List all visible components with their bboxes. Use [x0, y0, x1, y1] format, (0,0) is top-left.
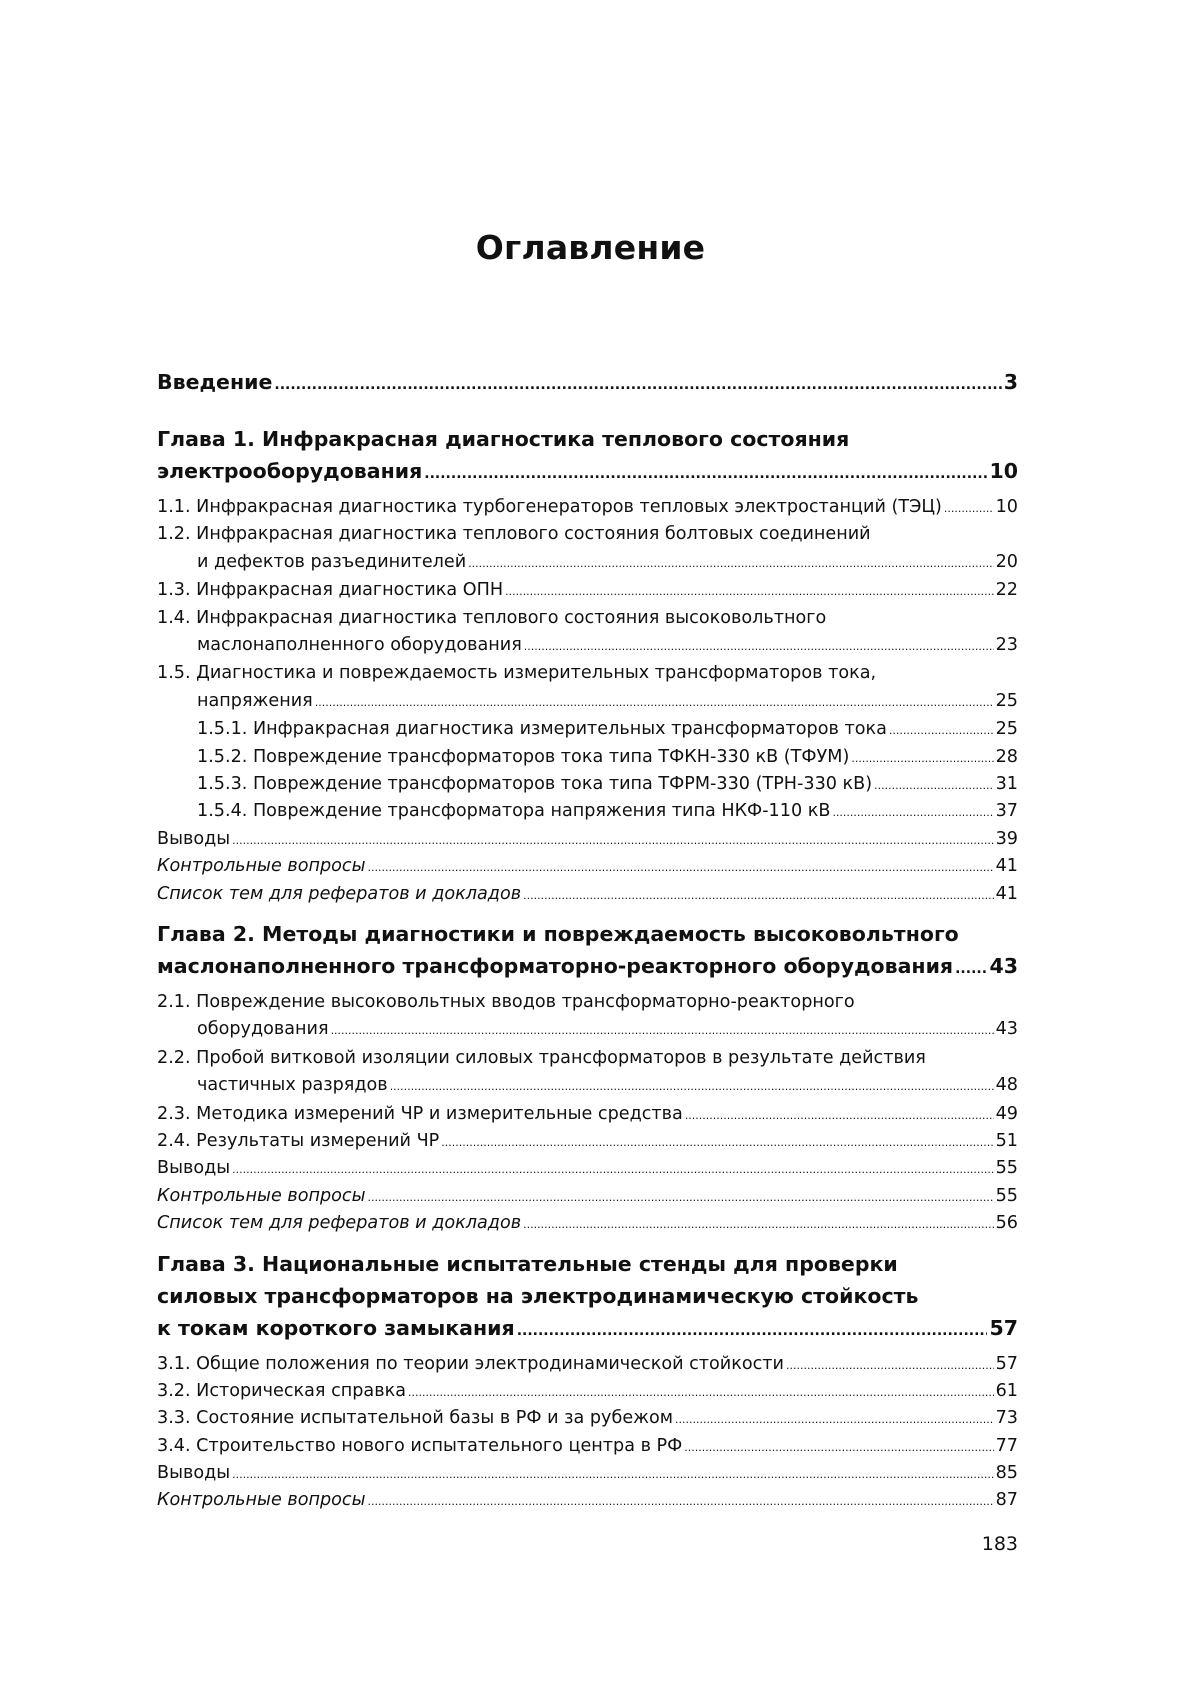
- leader-dots: [523, 881, 994, 909]
- page-title: Оглавление: [475, 228, 706, 267]
- toc-entry-label: 3.2. Историческая справка: [157, 1380, 406, 1401]
- leader-dots: [524, 632, 994, 660]
- table-of-contents: [157, 366, 1018, 1515]
- toc-entry-1-4[interactable]: [157, 605, 1018, 661]
- toc-entry-label: 1.2. Инфракрасная диагностика теплового состояния болтовых соединений: [157, 524, 871, 545]
- toc-entry-3-2[interactable]: [157, 1378, 1018, 1405]
- toc-entry-page: 25: [995, 690, 1018, 711]
- toc-entry-page: 73: [995, 1408, 1018, 1429]
- leader-dots: [368, 1183, 994, 1211]
- leader-dots: [684, 1433, 993, 1461]
- toc-entry-label-cont: оборудования: [197, 1019, 329, 1040]
- toc-entry-page: 22: [995, 580, 1018, 601]
- toc-entry-ch2-topics[interactable]: [157, 1210, 1018, 1237]
- toc-entry-label: 1.1. Инфракрасная диагностика турбогенераторов тепловых электростанций (ТЭЦ): [157, 497, 942, 517]
- leader-dots: [675, 1405, 994, 1433]
- leader-dots: [232, 1155, 993, 1183]
- toc-entry-page: 41: [995, 883, 1018, 904]
- toc-entry-label: 1.4. Инфракрасная диагностика теплового состояния высоковольтного: [157, 607, 827, 628]
- toc-chapter-3[interactable]: [157, 1248, 1018, 1347]
- toc-entry-2-4[interactable]: [157, 1128, 1018, 1155]
- leader-dots: [505, 577, 994, 605]
- toc-entry-1-3[interactable]: [157, 577, 1018, 604]
- toc-entry-label: 1.3. Инфракрасная диагностика ОПН: [157, 580, 504, 601]
- toc-entry-ch3-conclusions[interactable]: [157, 1460, 1018, 1487]
- toc-entry-label: 1.5. Диагностика и повреждаемость измерительных трансформаторов тока,: [157, 663, 877, 684]
- leader-dots: [786, 1351, 994, 1379]
- toc-entry-intro[interactable]: [157, 366, 1018, 401]
- toc-entry-label: 2.3. Методика измерений ЧР и измерительные средства: [157, 1103, 683, 1124]
- leader-dots: [274, 366, 1001, 401]
- toc-entry-label: Выводы: [157, 1463, 231, 1484]
- toc-chapter-title: Глава 2. Методы диагностики и повреждаемость высоковольтного: [157, 921, 959, 946]
- toc-chapter-2[interactable]: [157, 918, 1018, 985]
- toc-entry-ch1-conclusions[interactable]: [157, 826, 1018, 853]
- leader-dots: [889, 716, 994, 744]
- toc-entry-label: 1.5.4. Повреждение трансформатора напряжения типа НКФ-110 кВ: [197, 801, 831, 822]
- toc-entry-2-3[interactable]: [157, 1101, 1018, 1128]
- leader-dots: [331, 1016, 994, 1044]
- leader-dots: [408, 1378, 994, 1406]
- leader-dots: [468, 549, 993, 577]
- toc-entry-label: Контрольные вопросы: [157, 1490, 366, 1511]
- leader-dots: [832, 798, 993, 826]
- toc-entry-page: 49: [995, 1103, 1018, 1124]
- leader-dots: [955, 950, 987, 985]
- toc-entry-label: Список тем для рефератов и докладов: [157, 883, 522, 904]
- toc-entry-ch3-questions[interactable]: [157, 1487, 1018, 1514]
- toc-chapter-title-cont: маслонаполненного трансформаторно-реакторного оборудования: [157, 953, 954, 978]
- toc-entry-2-1[interactable]: [157, 989, 1018, 1045]
- toc-entry-label: 1.5.2. Повреждение трансформаторов тока типа ТФКН-330 кВ (ТФУМ): [197, 746, 850, 767]
- leader-dots: [944, 494, 994, 522]
- leader-dots: [441, 1128, 993, 1156]
- toc-entry-page: 28: [995, 746, 1018, 767]
- toc-entry-label: Выводы: [157, 828, 231, 849]
- toc-chapter-title: Глава 1. Инфракрасная диагностика теплового состояния: [157, 427, 850, 451]
- toc-entry-1-2[interactable]: [157, 521, 1018, 577]
- toc-entry-label: 2.4. Результаты измерений ЧР: [157, 1130, 440, 1151]
- toc-entry-label-cont: маслонаполненного оборудования: [197, 635, 522, 655]
- toc-entry-label: Контрольные вопросы: [157, 856, 366, 877]
- leader-dots: [315, 688, 994, 716]
- toc-entry-page: 41: [995, 856, 1018, 877]
- toc-entry-ch1-topics[interactable]: [157, 881, 1018, 908]
- toc-entry-label: Список тем для рефератов и докладов: [157, 1213, 522, 1234]
- toc-entry-page: 3: [1003, 370, 1018, 394]
- toc-entry-3-1[interactable]: [157, 1351, 1018, 1378]
- toc-entry-3-4[interactable]: [157, 1433, 1018, 1460]
- toc-entry-label: 1.5.1. Инфракрасная диагностика измерительных трансформаторов тока: [197, 719, 887, 740]
- toc-chapter-title: Глава 3. Национальные испытательные стенды для проверки: [157, 1251, 898, 1276]
- toc-entry-label: 3.1. Общие положения по теории электродинамической стойкости: [157, 1353, 784, 1374]
- toc-chapter-1[interactable]: [157, 423, 1018, 490]
- toc-entry-page: 57: [989, 1315, 1018, 1340]
- toc-entry-label: Введение: [157, 370, 273, 394]
- toc-entry-1-5-2[interactable]: [157, 744, 1018, 771]
- toc-entry-page: 25: [995, 719, 1018, 740]
- toc-entry-page: 57: [995, 1353, 1018, 1374]
- toc-entry-page: 48: [995, 1075, 1018, 1096]
- toc-entry-page: 37: [995, 801, 1018, 822]
- toc-entry-1-5-3[interactable]: [157, 771, 1018, 798]
- leader-dots: [685, 1101, 994, 1129]
- toc-entry-page: 23: [995, 635, 1018, 655]
- leader-dots: [517, 1312, 988, 1347]
- leader-dots: [390, 1072, 994, 1100]
- toc-entry-page: 51: [995, 1130, 1018, 1151]
- toc-entry-label-cont: напряжения: [197, 690, 313, 711]
- toc-entry-label: 1.5.3. Повреждение трансформаторов тока типа ТФРМ-330 (ТРН-330 кВ): [197, 774, 873, 794]
- toc-entry-page: 43: [995, 1019, 1018, 1040]
- toc-entry-page: 20: [995, 551, 1018, 572]
- toc-entry-label: 3.4. Строительство нового испытательного центра в РФ: [157, 1435, 683, 1456]
- toc-entry-label: 2.1. Повреждение высоковольтных вводов трансформаторно-реакторного: [157, 991, 855, 1012]
- toc-entry-page: 55: [995, 1158, 1018, 1179]
- toc-entry-page: 10: [989, 459, 1018, 483]
- toc-chapter-title-cont: электрооборудования: [157, 459, 423, 483]
- toc-entry-page: 87: [995, 1490, 1018, 1511]
- toc-entry-ch2-questions[interactable]: [157, 1183, 1018, 1210]
- leader-dots: [368, 853, 994, 881]
- toc-entry-label: Контрольные вопросы: [157, 1185, 366, 1206]
- leader-dots: [523, 1210, 994, 1238]
- toc-entry-page: 39: [995, 828, 1018, 849]
- toc-entry-page: 56: [995, 1213, 1018, 1234]
- toc-entry-page: 85: [995, 1463, 1018, 1484]
- page-number: 183: [981, 1533, 1018, 1555]
- toc-chapter-title-cont: к токам короткого замыкания: [157, 1315, 515, 1340]
- toc-entry-page: 31: [995, 774, 1018, 794]
- toc-entry-page: 77: [995, 1435, 1018, 1456]
- toc-entry-label: 2.2. Пробой витковой изоляции силовых трансформаторов в результате действия: [157, 1047, 926, 1068]
- leader-dots: [424, 455, 987, 490]
- toc-entry-label-cont: и дефектов разъединителей: [197, 551, 467, 572]
- toc-entry-3-3[interactable]: [157, 1405, 1018, 1432]
- toc-entry-label-cont: частичных разрядов: [197, 1075, 388, 1096]
- toc-entry-1-1[interactable]: [157, 494, 1018, 521]
- leader-dots: [874, 771, 993, 799]
- toc-entry-ch2-conclusions[interactable]: [157, 1155, 1018, 1182]
- toc-entry-page: 61: [995, 1380, 1018, 1401]
- toc-entry-1-5[interactable]: [157, 660, 1018, 716]
- leader-dots: [368, 1487, 994, 1515]
- toc-entry-1-5-1[interactable]: [157, 716, 1018, 743]
- toc-entry-page: 10: [995, 497, 1018, 517]
- toc-chapter-title-cont: силовых трансформаторов на электродинамическую стойкость: [157, 1283, 919, 1308]
- toc-entry-page: 55: [995, 1185, 1018, 1206]
- leader-dots: [232, 826, 993, 854]
- toc-entry-page: 43: [989, 953, 1018, 978]
- toc-entry-label: 3.3. Состояние испытательной базы в РФ и за рубежом: [157, 1408, 674, 1429]
- toc-entry-2-2[interactable]: [157, 1045, 1018, 1101]
- leader-dots: [851, 744, 993, 772]
- toc-entry-ch1-questions[interactable]: [157, 853, 1018, 880]
- toc-entry-label: Выводы: [157, 1158, 231, 1179]
- leader-dots: [232, 1460, 993, 1488]
- toc-entry-1-5-4[interactable]: [157, 798, 1018, 825]
